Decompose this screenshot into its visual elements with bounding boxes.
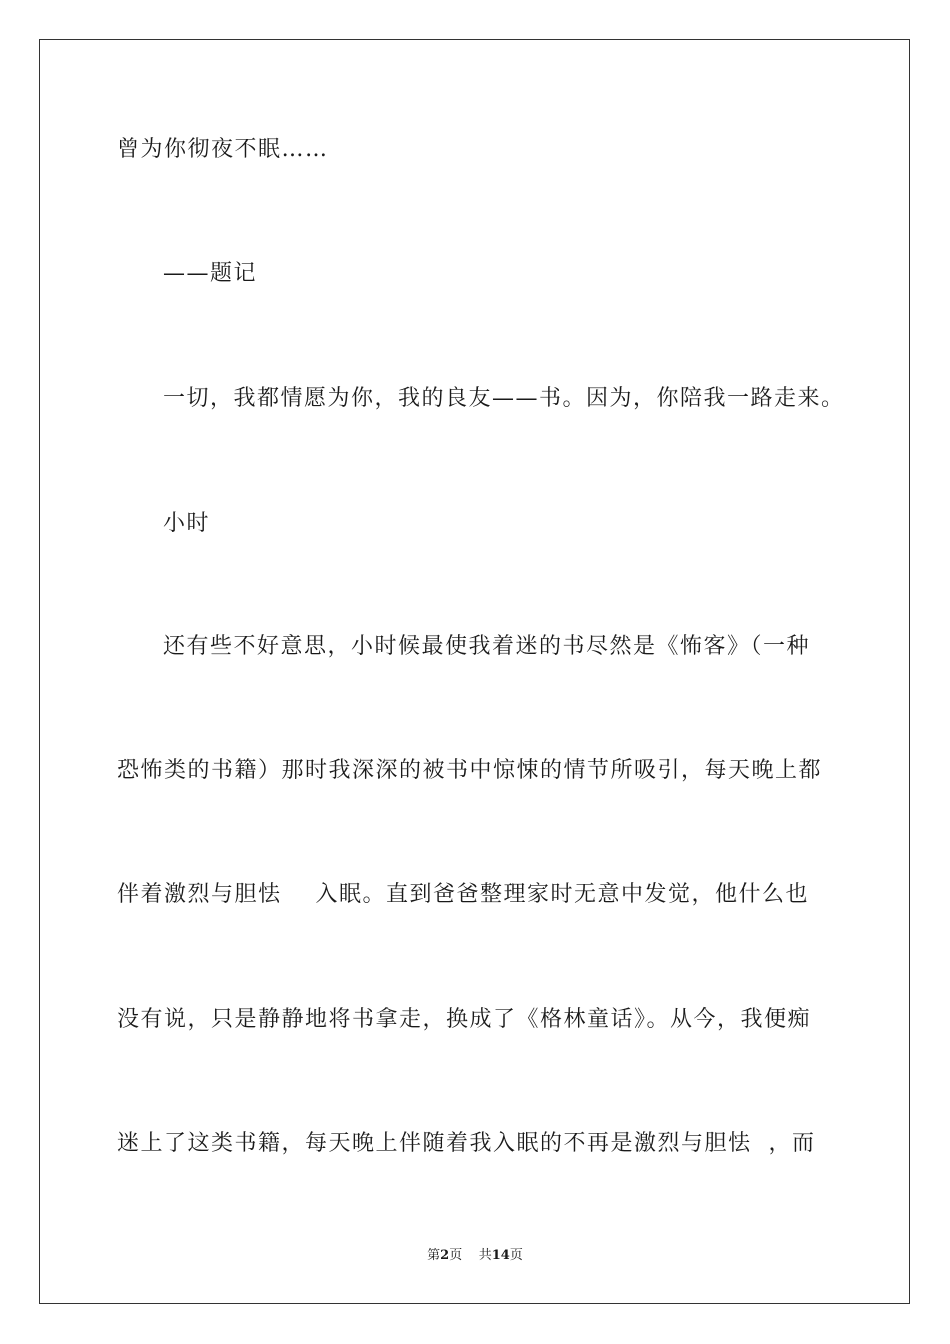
page-footer (0, 1247, 950, 1265)
total-prefix: 共 (478, 1248, 492, 1263)
text-line-3: 一切，我都情愿为你，我的良友——书。因为，你陪我一路走来。 (163, 386, 845, 411)
page-border (39, 39, 910, 1304)
total-suffix: 页 (509, 1248, 523, 1263)
text-line-5: 还有些不好意思，小时候最使我着迷的书尽然是《怖客》（一种 (163, 634, 811, 659)
text-line-6: 恐怖类的书籍）那时我深深的被书中惊悚的情节所吸引，每天晚上都 (117, 758, 823, 783)
page-number: 2 (440, 1248, 450, 1263)
text-line-8: 没有说，只是静静地将书拿走，换成了《格林童话》。从今，我便痴 (117, 1007, 812, 1032)
total-pages: 14 (491, 1248, 510, 1263)
text-line-1: 曾为你彻夜不眠…… (117, 137, 329, 162)
text-line-9: 迷上了这类书籍，每天晚上伴随着我入眠的不再是激烈与胆怯 ，而 (117, 1131, 816, 1156)
inscription-line: ——题记 (163, 261, 258, 286)
section-heading: 小时 (163, 511, 211, 536)
page-suffix: 页 (449, 1248, 463, 1263)
page-prefix: 第 (427, 1248, 441, 1263)
text-line-7: 伴着激烈与胆怯 入眠。直到爸爸整理家时无意中发觉，他什么也 (117, 882, 809, 907)
